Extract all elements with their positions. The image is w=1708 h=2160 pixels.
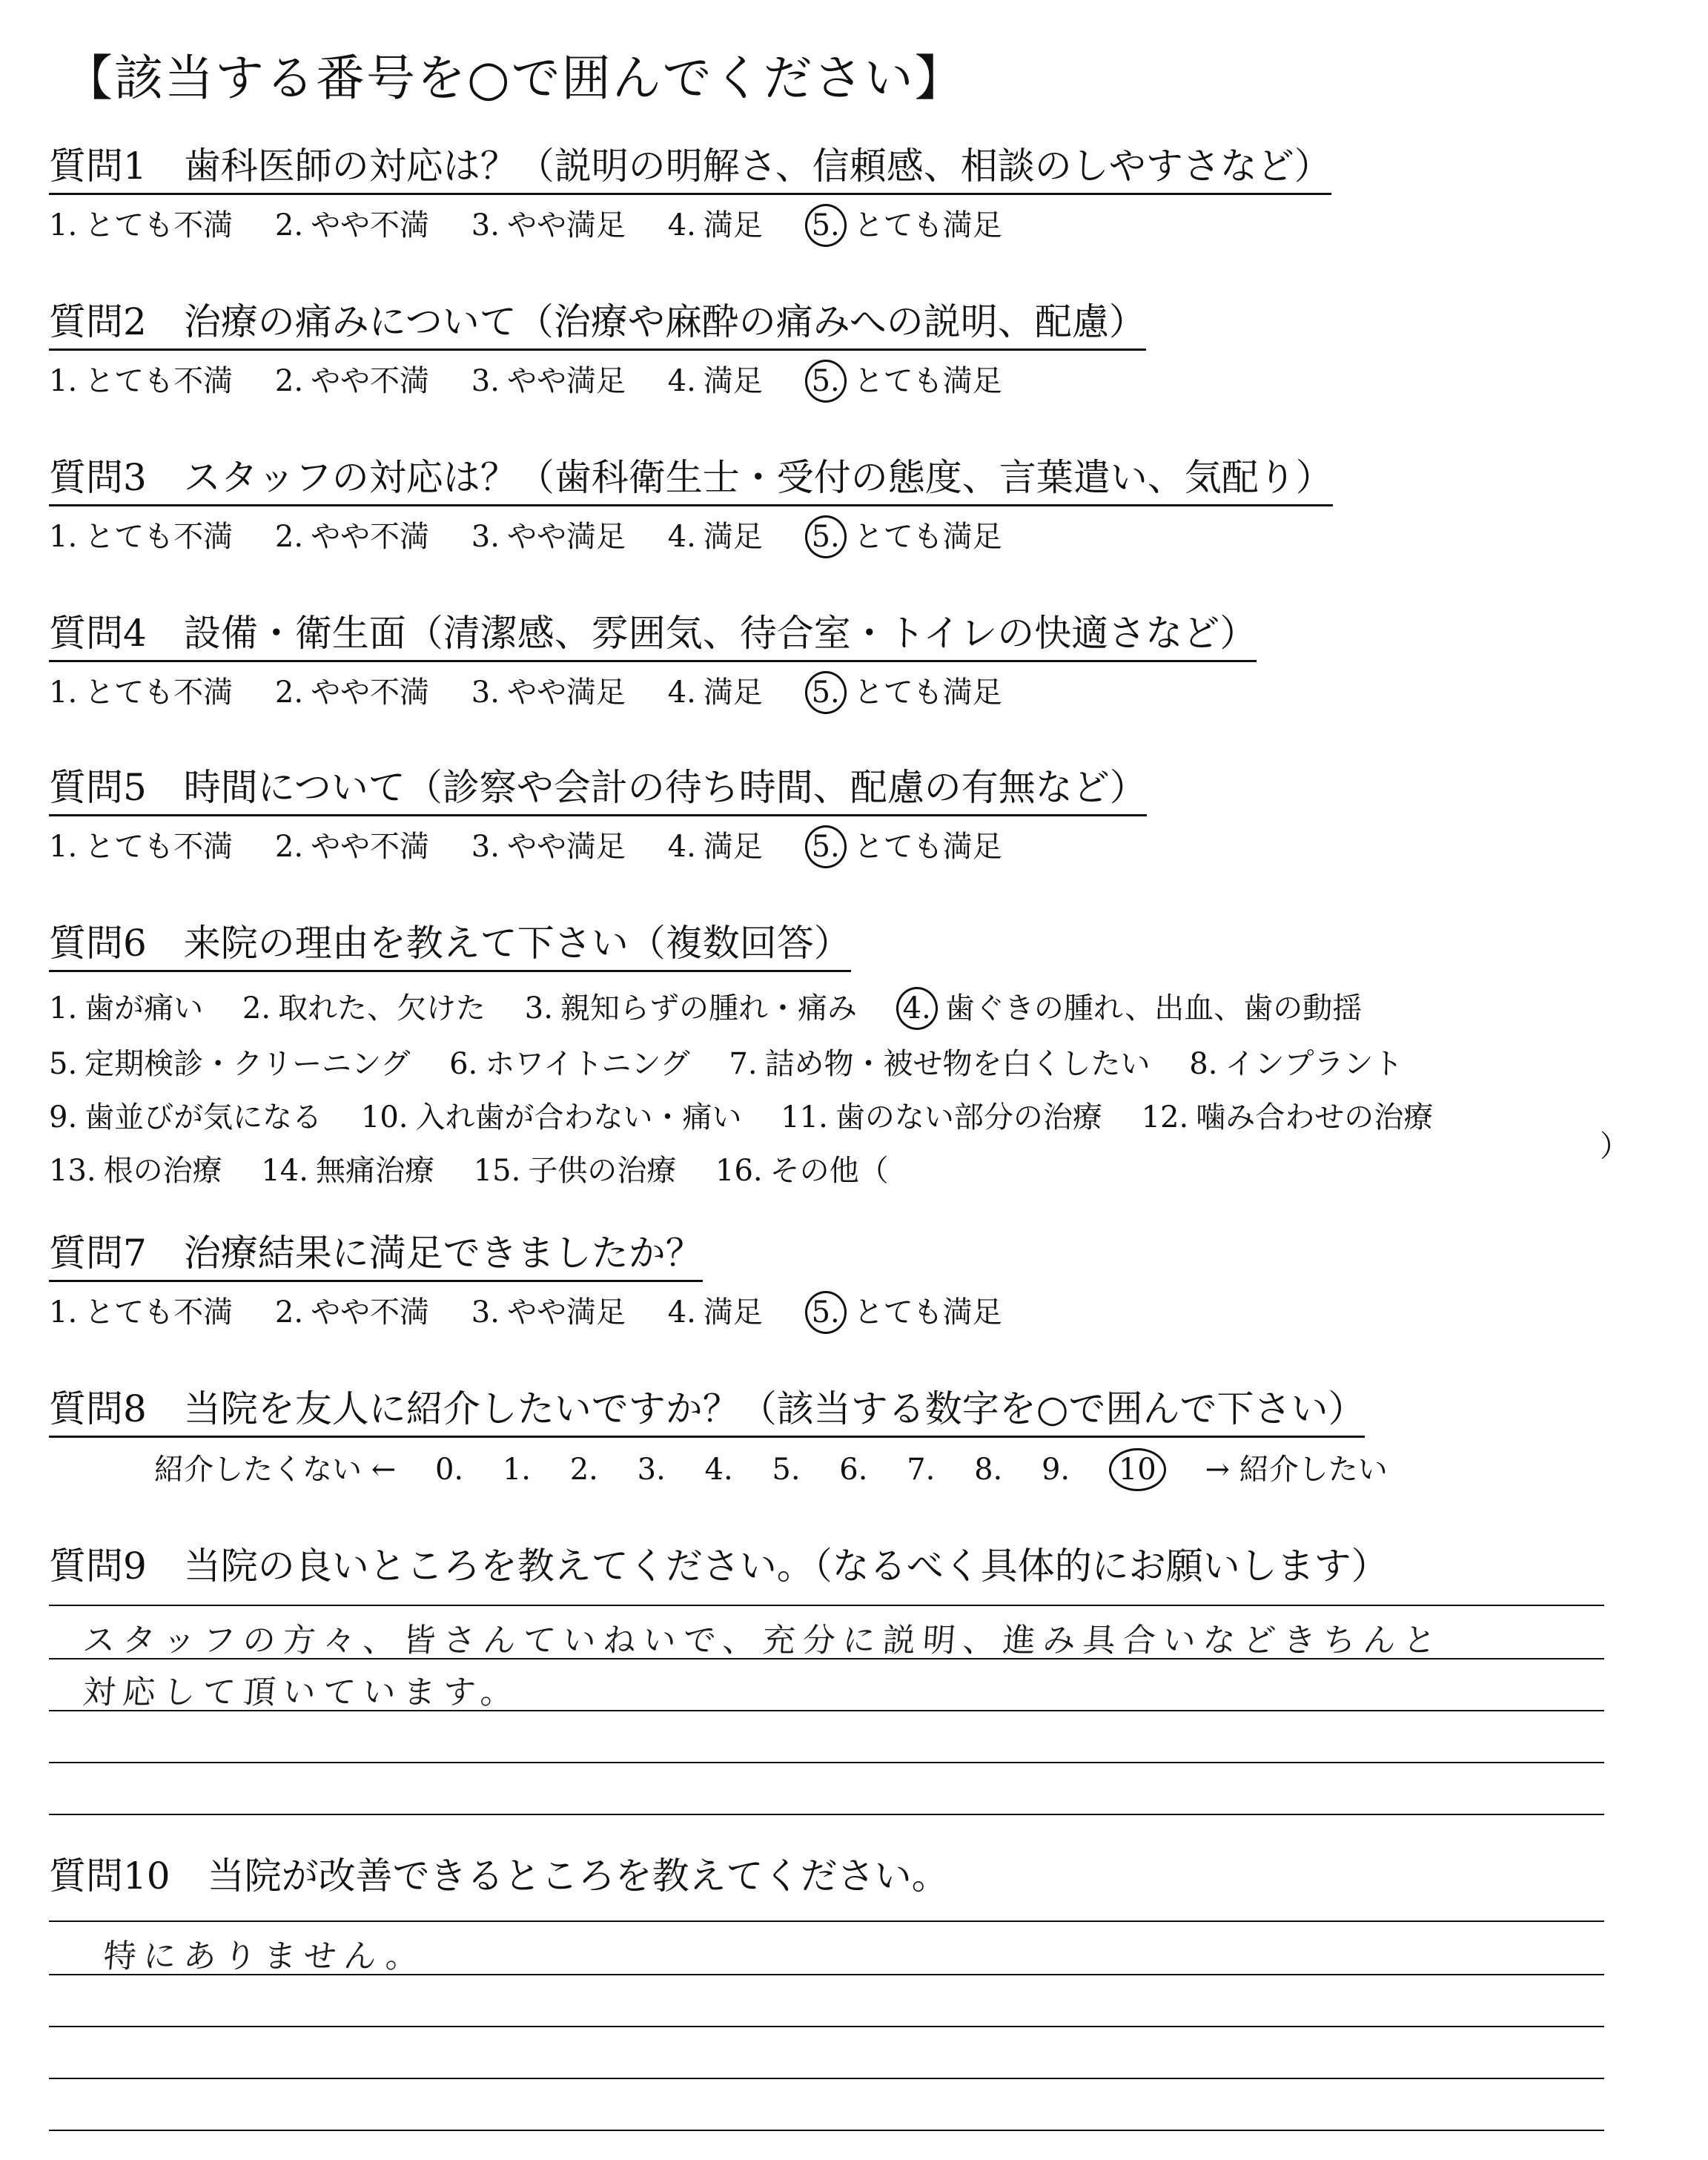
question-7-options <box>49 1291 1035 1334</box>
instruction-heading: 【該当する番号を○で囲んでください】 <box>64 50 965 107</box>
question-10-title: 質問10 当院が改善できるところを教えてください。 <box>49 1855 949 1898</box>
q5-option-4[interactable]: 4. 満足 <box>667 830 763 864</box>
selection-circle: 5. <box>805 204 847 247</box>
question-5 <box>49 764 1147 868</box>
answer-line <box>49 2130 1604 2131</box>
q4-option-3[interactable]: 3. やや満足 <box>471 676 626 710</box>
question-8 <box>49 1385 1417 1491</box>
scale-right-label: → 紹介したい <box>1205 1453 1388 1487</box>
q7-option-4[interactable]: 4. 満足 <box>667 1295 763 1330</box>
question-7-title: 質問7 治療結果に満足できましたか？ <box>49 1229 703 1282</box>
q6-reason-13[interactable]: 13. 根の治療 <box>49 1154 222 1188</box>
q6-reason-12[interactable]: 12. 噛み合わせの治療 <box>1141 1100 1434 1135</box>
q6-reason-2[interactable]: 2. 取れた、欠けた <box>242 991 486 1025</box>
q9-handwritten-line-1: スタッフの方々、皆さんていねいで、充分に説明、進み具合いなどきちんと <box>81 1622 1445 1659</box>
other-close-paren: ） <box>1600 1129 1629 1163</box>
selection-circle: 4. <box>896 987 938 1030</box>
q4-option-2[interactable]: 2. やや不満 <box>274 676 430 710</box>
selection-circle: 5. <box>805 360 847 403</box>
q6-reason-5[interactable]: 5. 定期検診・クリーニング <box>49 1047 411 1081</box>
q6-reason-8[interactable]: 8. インプラント <box>1189 1047 1403 1081</box>
scale-4[interactable]: 4. <box>704 1453 733 1487</box>
reasons-row-2 <box>49 1045 1463 1083</box>
q5-option-5[interactable]: 5. とても満足 <box>805 825 1002 868</box>
q1-option-3[interactable]: 3. やや満足 <box>471 208 626 242</box>
q9-handwritten-line-2: 対応して頂いています。 <box>81 1674 522 1711</box>
selection-circle: 5. <box>805 1291 847 1334</box>
answer-line <box>49 2026 1604 2027</box>
q1-option-5[interactable]: 5. とても満足 <box>805 204 1002 247</box>
reasons-row-1 <box>49 987 1463 1030</box>
question-6 <box>49 919 1463 1190</box>
scale-5[interactable]: 5. <box>772 1453 801 1487</box>
recommend-scale <box>49 1448 1417 1491</box>
q6-reason-6[interactable]: 6. ホワイトニング <box>449 1047 690 1081</box>
q4-option-1[interactable]: 1. とても不満 <box>49 676 234 710</box>
question-4-options <box>49 671 1257 714</box>
question-4-title: 質問4 設備・衛生面（清潔感、雰囲気、待合室・トイレの快適さなど） <box>49 610 1257 662</box>
selection-circle: 5. <box>805 515 847 558</box>
question-3-title: 質問3 スタッフの対応は？（歯科衛生士・受付の態度、言葉遣い、気配り） <box>49 454 1333 506</box>
q5-option-1[interactable]: 1. とても不満 <box>49 830 234 864</box>
q6-reason-7[interactable]: 7. 詰め物・被せ物を白くしたい <box>729 1047 1151 1081</box>
q1-option-1[interactable]: 1. とても不満 <box>49 208 234 242</box>
reasons-row-3 <box>49 1098 1463 1137</box>
question-1 <box>49 142 1331 247</box>
question-2-title: 質問2 治療の痛みについて（治療や麻酔の痛みへの説明、配慮） <box>49 298 1146 351</box>
q3-option-5[interactable]: 5. とても満足 <box>805 515 1002 558</box>
q5-option-3[interactable]: 3. やや満足 <box>471 830 626 864</box>
scale-2[interactable]: 2. <box>569 1453 598 1487</box>
question-4 <box>49 610 1257 714</box>
question-6-title: 質問6 来院の理由を教えて下さい（複数回答） <box>49 919 851 972</box>
question-3 <box>49 454 1333 558</box>
question-5-options <box>49 825 1147 868</box>
answer-line <box>49 1605 1604 1606</box>
question-2-options <box>49 360 1146 403</box>
q3-option-4[interactable]: 4. 満足 <box>667 520 763 554</box>
q6-reason-9[interactable]: 9. 歯並びが気になる <box>49 1100 322 1135</box>
q2-option-5[interactable]: 5. とても満足 <box>805 360 1002 403</box>
question-2 <box>49 298 1146 403</box>
q5-option-2[interactable]: 2. やや不満 <box>274 830 430 864</box>
q6-reason-16[interactable]: 16. その他（ <box>715 1154 889 1188</box>
q2-option-3[interactable]: 3. やや満足 <box>471 364 626 398</box>
q2-option-1[interactable]: 1. とても不満 <box>49 364 234 398</box>
scale-0[interactable]: 0. <box>434 1453 464 1487</box>
q6-reason-15[interactable]: 15. 子供の治療 <box>473 1154 677 1188</box>
selection-circle: 5. <box>805 825 847 868</box>
q3-option-1[interactable]: 1. とても不満 <box>49 520 234 554</box>
q6-reason-14[interactable]: 14. 無痛治療 <box>261 1154 434 1188</box>
scale-6[interactable]: 6. <box>839 1453 868 1487</box>
q4-option-5[interactable]: 5. とても満足 <box>805 671 1002 714</box>
q6-reason-4[interactable]: 4. 歯ぐきの腫れ、出血、歯の動揺 <box>896 987 1363 1030</box>
scale-8[interactable]: 8. <box>974 1453 1003 1487</box>
scale-7[interactable]: 7. <box>907 1453 936 1487</box>
q2-option-2[interactable]: 2. やや不満 <box>274 364 430 398</box>
q6-reason-10[interactable]: 10. 入れ歯が合わない・痛い <box>360 1100 742 1135</box>
q2-option-4[interactable]: 4. 満足 <box>667 364 763 398</box>
scale-9[interactable]: 9. <box>1041 1453 1070 1487</box>
q3-option-2[interactable]: 2. やや不満 <box>274 520 430 554</box>
question-5-title: 質問5 時間について（診察や会計の待ち時間、配慮の有無など） <box>49 764 1147 816</box>
q7-option-2[interactable]: 2. やや不満 <box>274 1295 430 1330</box>
answer-line <box>49 1762 1604 1763</box>
q6-reason-11[interactable]: 11. 歯のない部分の治療 <box>781 1100 1102 1135</box>
q3-option-3[interactable]: 3. やや満足 <box>471 520 626 554</box>
question-1-options <box>49 204 1331 247</box>
answer-line <box>49 1814 1604 1815</box>
q7-option-1[interactable]: 1. とても不満 <box>49 1295 234 1330</box>
q6-reason-1[interactable]: 1. 歯が痛い <box>49 991 204 1025</box>
scale-3[interactable]: 3. <box>637 1453 666 1487</box>
q1-option-2[interactable]: 2. やや不満 <box>274 208 430 242</box>
question-7 <box>49 1229 1035 1334</box>
selection-circle: 5. <box>805 671 847 714</box>
reasons-row-4 <box>49 1152 1463 1190</box>
q6-reason-3[interactable]: 3. 親知らずの腫れ・痛み <box>524 991 857 1025</box>
scale-10[interactable]: 10 <box>1109 1448 1166 1491</box>
question-1-title: 質問1 歯科医師の対応は？（説明の明解さ、信頼感、相談のしやすさなど） <box>49 142 1331 195</box>
q10-handwritten-answer: 特にありません。 <box>102 1938 428 1975</box>
question-8-title: 質問8 当院を友人に紹介したいですか？（該当する数字を○で囲んで下さい） <box>49 1385 1365 1438</box>
question-9-title: 質問9 当院の良いところを教えてください。（なるべく具体的にお願いします） <box>49 1545 1388 1588</box>
answer-line <box>49 2078 1604 2079</box>
q7-option-3[interactable]: 3. やや満足 <box>471 1295 626 1330</box>
question-3-options <box>49 515 1333 558</box>
scale-left-label: 紹介したくない ← <box>154 1453 397 1487</box>
scale-1[interactable]: 1. <box>502 1453 532 1487</box>
q7-option-5[interactable]: 5. とても満足 <box>805 1291 1002 1334</box>
q4-option-4[interactable]: 4. 満足 <box>667 676 763 710</box>
q1-option-4[interactable]: 4. 満足 <box>667 208 763 242</box>
answer-line <box>49 1920 1604 1922</box>
